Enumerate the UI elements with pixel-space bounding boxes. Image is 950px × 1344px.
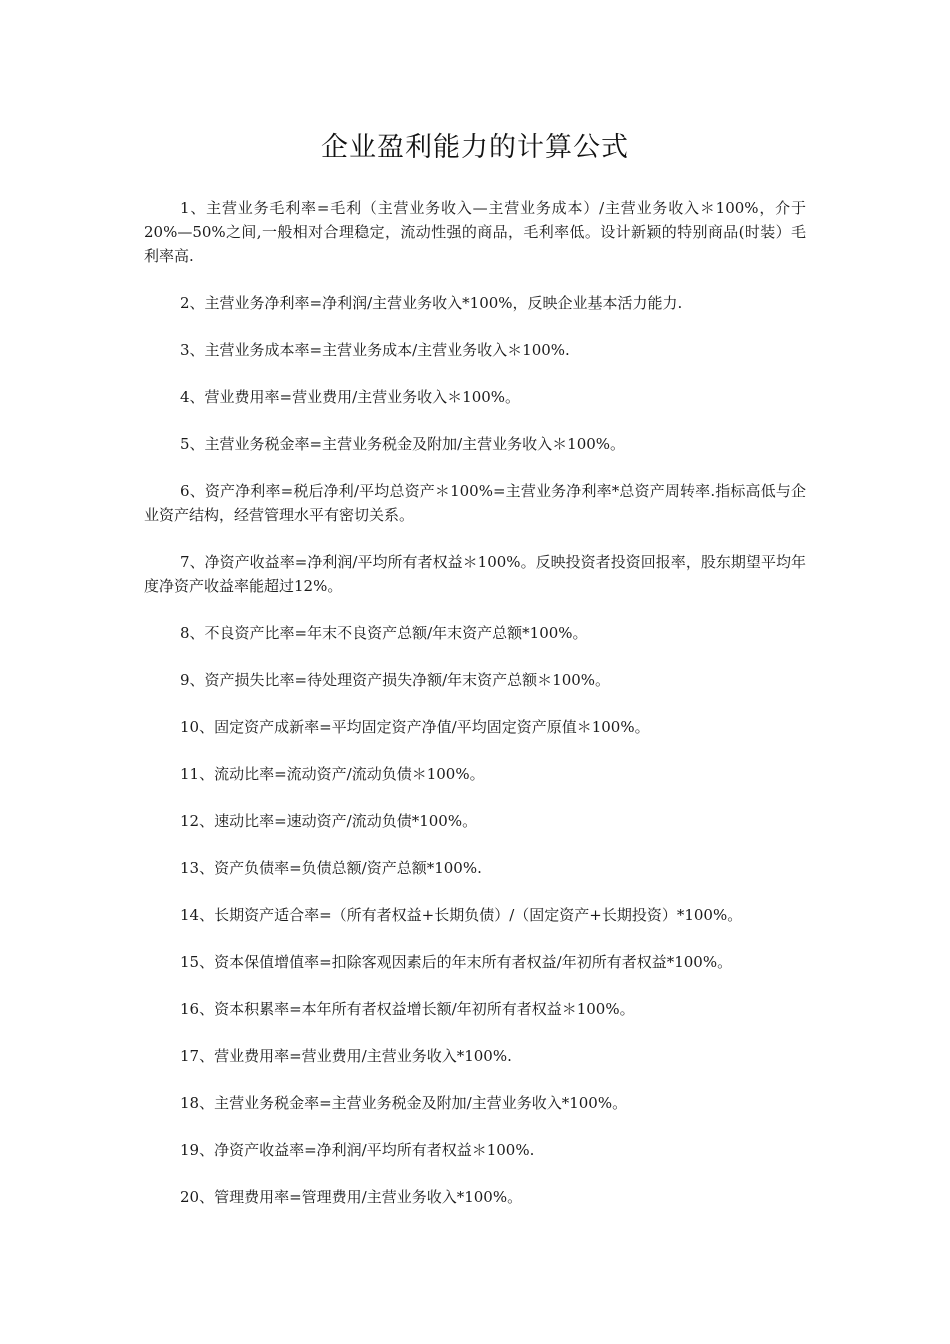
paragraph-4: 4、营业费用率=营业费用/主营业务收入＊100%。 [180,388,521,406]
paragraph-5: 5、主营业务税金率=主营业务税金及附加/主营业务收入＊100%。 [180,435,626,453]
paragraph-3: 3、主营业务成本率=主营业务成本/主营业务收入＊100%. [180,341,570,359]
paragraph-11: 11、流动比率=流动资产/流动负债＊100%。 [180,765,485,783]
document-body [144,196,806,1209]
paragraph-18: 18、主营业务税金率=主营业务税金及附加/主营业务收入*100%。 [180,1094,628,1112]
paragraph-17: 17、营业费用率=营业费用/主营业务收入*100%. [180,1047,512,1065]
paragraph-1: 1、主营业务毛利率=毛利（主营业务收入—主营业务成本）/主营业务收入＊100%，介于20%—50%之间,一般相对合理稳定，流动性强的商品，毛利率低。设计新颖的特别商品(时装）毛利率高. [144,199,806,265]
paragraph-19: 19、净资产收益率=净利润/平均所有者权益＊100%. [180,1141,535,1159]
document-title: 企业盈利能力的计算公式 [321,132,629,163]
paragraph-9: 9、资产损失比率=待处理资产损失净额/年末资产总额＊100%。 [180,671,611,689]
paragraph-16: 16、资本积累率=本年所有者权益增长额/年初所有者权益＊100%。 [180,1000,635,1018]
paragraph-13: 13、资产负债率=负债总额/资产总额*100%. [180,859,482,877]
paragraph-20: 20、管理费用率=管理费用/主营业务收入*100%。 [180,1188,523,1206]
paragraph-6: 6、资产净利率=税后净利/平均总资产＊100%=主营业务净利率*总资产周转率.指标高低与企业资产结构，经营管理水平有密切关系。 [144,482,806,524]
paragraph-10: 10、固定资产成新率=平均固定资产净值/平均固定资产原值＊100%。 [180,718,650,736]
paragraph-15: 15、资本保值增值率=扣除客观因素后的年末所有者权益/年初所有者权益*100%。 [180,953,733,971]
paragraph-8: 8、不良资产比率=年末不良资产总额/年末资产总额*100%。 [180,624,588,642]
paragraph-2: 2、主营业务净利率=净利润/主营业务收入*100%，反映企业基本活力能力. [180,294,683,312]
paragraph-14: 14、长期资产适合率=（所有者权益+长期负债）/（固定资产+长期投资）*100%。 [180,906,743,924]
paragraph-12: 12、速动比率=速动资产/流动负债*100%。 [180,812,478,830]
paragraph-7: 7、净资产收益率=净利润/平均所有者权益＊100%。反映投资者投资回报率，股东期望平均年度净资产收益率能超过12%。 [144,553,806,595]
